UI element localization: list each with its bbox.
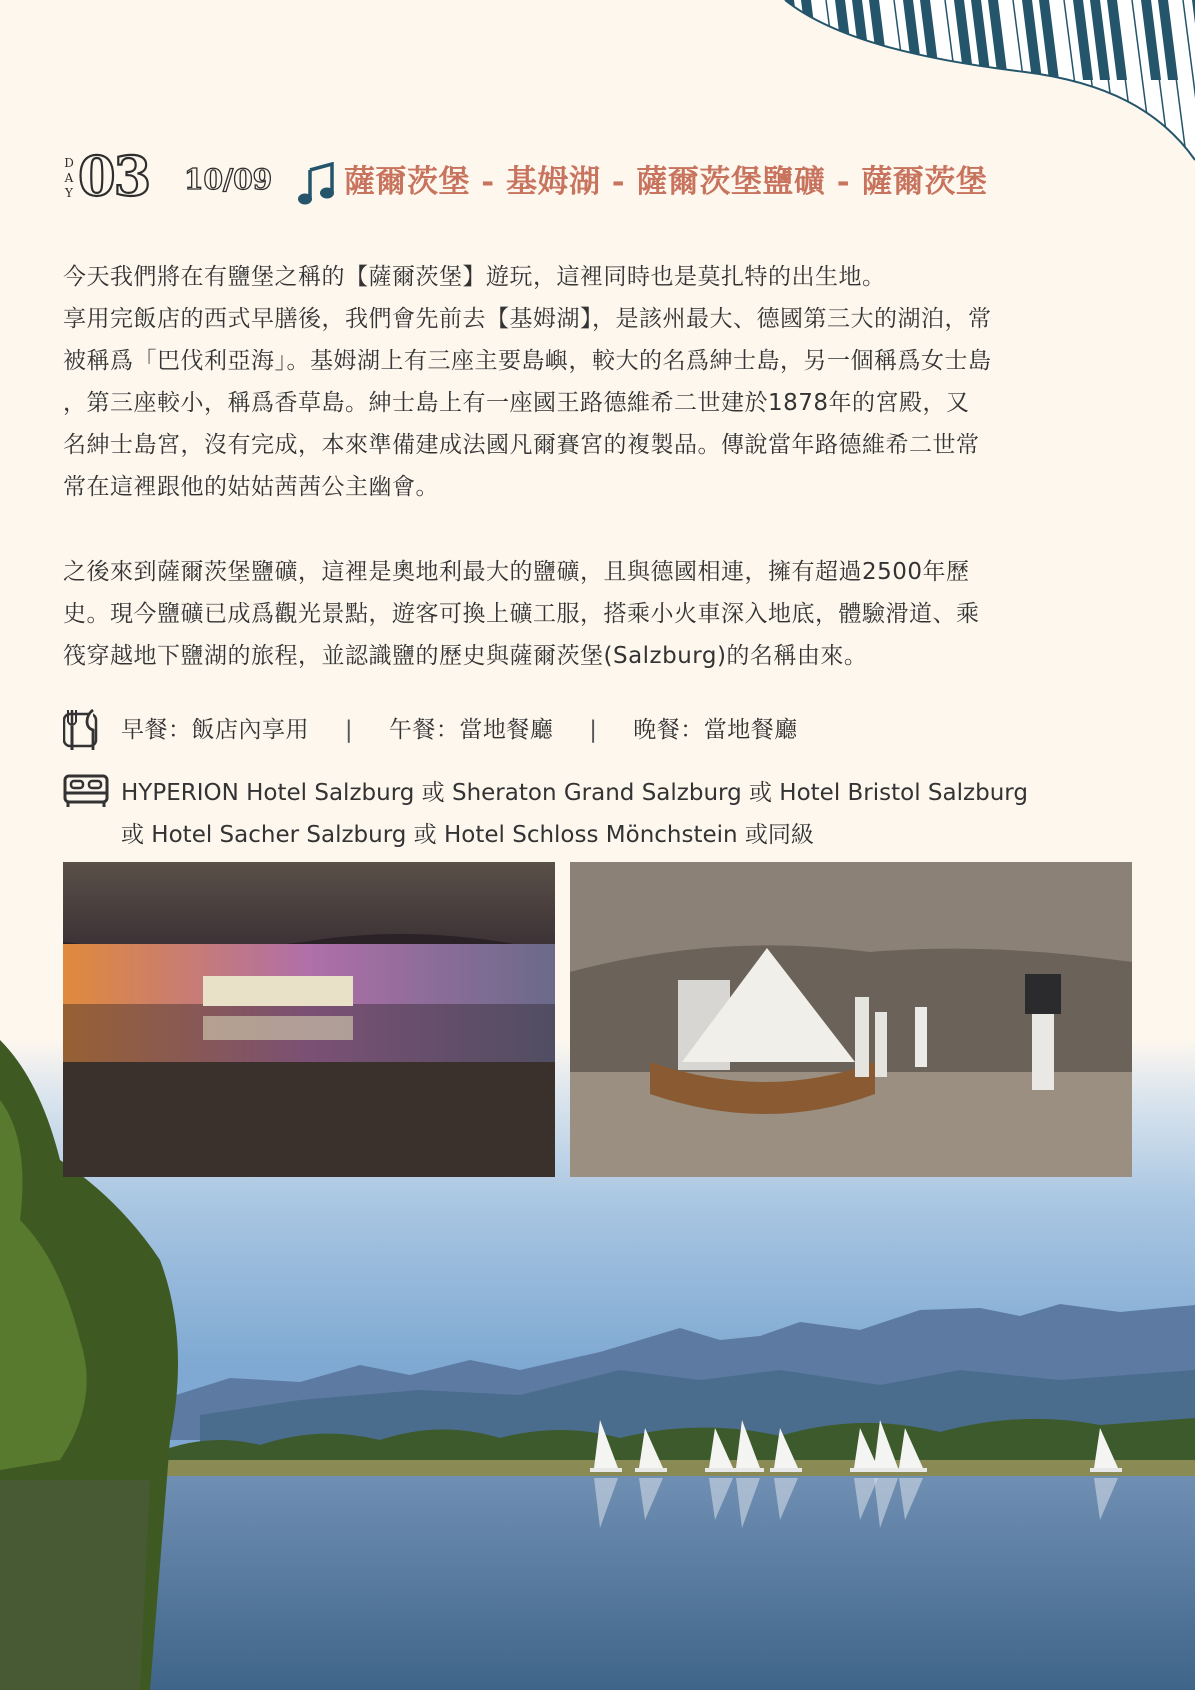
salt-mine-paragraph xyxy=(63,551,1133,677)
text-line: 筏穿越地下鹽湖的旅程，並認識鹽的歷史與薩爾茨堡(Salzburg)的名稱由來。 xyxy=(63,643,868,669)
route-title: 薩爾茨堡 - 基姆湖 - 薩爾茨堡鹽礦 - 薩爾茨堡 xyxy=(344,164,988,200)
music-note-icon xyxy=(296,162,336,206)
text-line: 今天我們將在有鹽堡之稱的【薩爾茨堡】遊玩，這裡同時也是莫扎特的出生地。 xyxy=(63,264,886,290)
lunch-info: 午餐：當地餐廳 xyxy=(388,717,554,743)
text-line: 常在這裡跟他的姑姑茜茜公主幽會。 xyxy=(63,474,439,500)
hotel-line: HYPERION Hotel Salzburg 或 Sheraton Grand Salzburg 或 Hotel Bristol Salzburg xyxy=(121,780,1028,806)
text-line: 之後來到薩爾茨堡鹽礦，這裡是奧地利最大的鹽礦，且與德國相連，擁有超過2500年歷 xyxy=(63,559,970,585)
meals-row xyxy=(121,710,798,750)
day-letter-d: D xyxy=(64,156,74,170)
text-line: ，第三座較小，稱爲香草島。紳士島上有一座國王路德維希二世建於1878年的宮殿，又 xyxy=(63,390,970,416)
text-line: 享用完飯店的西式早膳後，我們會先前去【基姆湖】，是該州最大、德國第三大的湖泊，常 xyxy=(63,306,992,332)
text-line: 被稱爲「巴伐利亞海」。基姆湖上有三座主要島嶼，較大的名爲紳士島，另一個稱爲女士島 xyxy=(63,348,992,374)
text-line: 名紳士島宮，沒有完成，本來準備建成法國凡爾賽宮的複製品。傳說當年路德維希二世常 xyxy=(63,432,980,458)
bed-icon xyxy=(63,774,109,808)
meal-separator: | xyxy=(344,717,354,743)
intro-paragraph xyxy=(63,256,1133,508)
hotel-info xyxy=(121,772,1131,856)
hotel-line: 或 Hotel Sacher Salzburg 或 Hotel Schloss Mönchstein 或同級 xyxy=(121,822,814,848)
piano-keys-decoration xyxy=(775,0,1195,170)
salt-mine-cone-photo xyxy=(570,862,1132,1177)
text-line: 史。現今鹽礦已成爲觀光景點，遊客可換上礦工服，搭乘小火車深入地底，體驗滑道、乘 xyxy=(63,601,980,627)
day-letter-a: A xyxy=(64,171,74,185)
day-date: 10/09 xyxy=(184,163,273,196)
day-letter-y: Y xyxy=(65,186,73,200)
salt-lake-photo xyxy=(63,862,555,1177)
utensils-icon xyxy=(63,708,103,752)
day-label xyxy=(62,156,76,201)
meal-separator: | xyxy=(589,717,598,743)
day-number: 03 xyxy=(78,144,150,208)
breakfast-info: 早餐：飯店內享用 xyxy=(121,717,309,743)
dinner-info: 晚餐：當地餐廳 xyxy=(633,717,798,743)
